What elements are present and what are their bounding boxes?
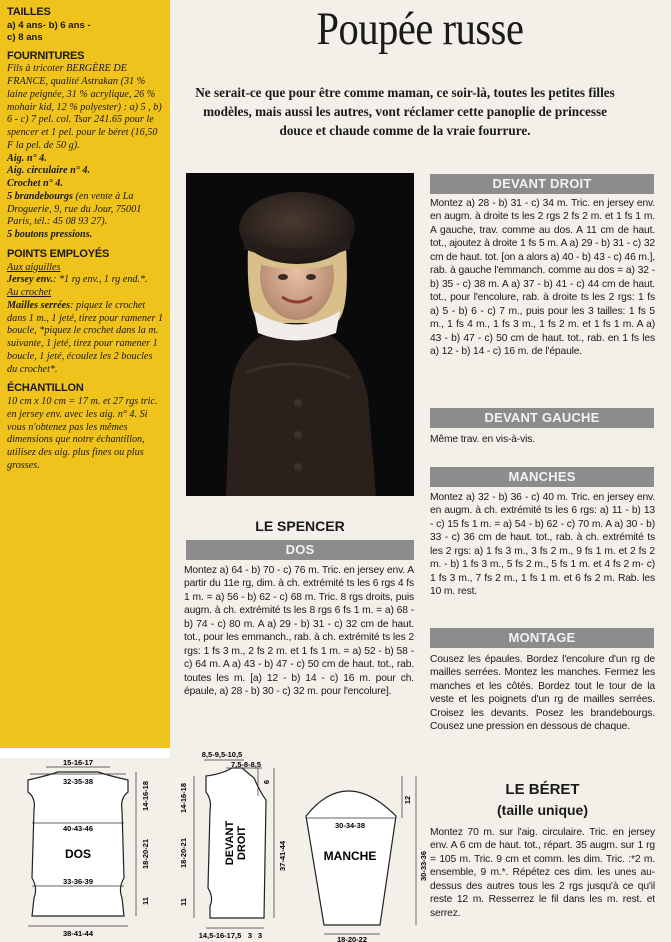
devant-top2-dim: 7,5-8-8,5 (230, 760, 262, 769)
devant-label-2: DROIT (236, 825, 248, 861)
jersey-label: Jersey env. (7, 274, 54, 286)
devant-bottom-height-dim: 11 (179, 898, 188, 906)
au-crochet-label: Au crochet (7, 287, 52, 299)
fournitures-heading: FOURNITURES (7, 49, 85, 62)
girl-illustration (186, 173, 414, 496)
devant-bottom-c-dim: 3 (257, 931, 263, 940)
page-title: Poupée russe (316, 3, 524, 55)
dos-band: DOS (186, 540, 414, 560)
tailles-line-1: a) 4 ans- b) 6 ans - (7, 19, 91, 31)
tailles-heading: TAILLES (7, 6, 51, 18)
dos-chest-dim: 40-43-46 (62, 824, 94, 833)
crochet-text: Crochet n° 4. (7, 178, 63, 190)
devant-bottom-b-dim: 3 (247, 931, 253, 940)
manche-bottom-dim: 18-20-22 (336, 935, 368, 942)
dos-top-dim: 15-16-17 (62, 758, 94, 767)
manches-text: Montez a) 32 - b) 36 - c) 40 m. Tric. en jersey env. en augm. à ch. extrémité ts les 6 rgs: a) 11 - b) 13 - c) 15 fs 1 m. = a) 54 - b) 62 - c) 70 m. A a) 30 - b) 33 - c) 36 cm de haut. tot., rab. à ch. extrémité ts les 2 rgs: a) 1 fs 3 m., 3 fs 2 m., 9 fs 1 m. et 2 fs 2 m. - b) 1 fs 3 m., 5 fs 2 m., 5 fs 1 m. et 4 fs 2 m- c) 1 fs 3 m., 7 fs 2 m., 1 fs 1 m. et 6 fs 2 m. Rab. les 10 m. rest. (430, 492, 655, 598)
beret-text: Montez 70 m. sur l'aig. circulaire. Tric. en jersey env. A 6 cm de haut. tot., répart. 35 augm. sur 1 rg = 105 m. Tric. 9 cm et comm. les dim. Tric. :*2 m. ensemble, 9 m.*. Répétez ces dim. les unes au-dessus des autres tous les 2 rgs jusqu'à ce qu'il reste 12 m. Resserrez le fil dans les m. rest. et serrez. (430, 827, 655, 919)
manche-schematic (298, 760, 430, 942)
mailles-text: : piquez le crochet dans 1 m., 1 jeté, tirez pour ramener 1 boucle, *piquez le crochet dans la m. suivante, 1 jeté, tirez pour ramener 1 boucle, 1 jeté, écoulez les 2 boucles du crochet*. (7, 299, 164, 375)
fournitures-text: Fils à tricoter BERGÈRE DE FRANCE, qualité Astrakan (31 % laine peignée, 31 % acrylique, 26 % mohair kid, 12 % polyester) : a) 5 , b) 6 - c) 7 pel. col. Tsar 241.65 pour le spencer et 1 pel. pour le béret (16,50 F la pel. de 50 g). (7, 63, 162, 151)
model-photo (186, 173, 414, 496)
dos-schematic (6, 758, 166, 938)
aig-text: Aig. n° 4. (7, 152, 47, 164)
points-heading: POINTS EMPLOYÉS (7, 247, 110, 260)
aux-aiguilles-label: Aux aiguilles (7, 261, 61, 273)
devant-mid-dim: 18-20-21 (179, 837, 188, 869)
jersey-line (7, 274, 164, 287)
dos-mid-dim: 18-20-21 (141, 838, 150, 870)
intro-text: Ne serait-ce que pour être comme maman, ce soir-là, toutes les petites filles modèles, mais aussi les autres, vont réclamer cette panoplie de princesse douce et chaude comme de la vraie fourrure. (195, 85, 615, 139)
montage-band: MONTAGE (430, 628, 654, 648)
echantillon-text: 10 cm x 10 cm = 17 m. et 27 rgs tric. en jersey env. avec les aig. n° 4. Si vous n'obtenez pas les mêmes dimensions que notre échantillon, utilisez des aig. plus fines ou plus grosses. (7, 396, 158, 471)
devant-gauche-text: Même trav. en vis-à-vis. (430, 434, 535, 445)
devant-armhole-dim: 14-16-18 (179, 782, 188, 814)
montage-text: Cousez les épaules. Bordez l'encolure d'un rg de mailles serrées. Montez les manches. Fermez les manches et les côtés. Bordez tout le tour de la veste et les poignets d'un rg de mailles serrées. Croisez les devants. Posez les brandebourgs. Cousez une pression en dessous de chaque. (430, 654, 655, 733)
manche-top-dim: 30-34-38 (334, 821, 366, 830)
jersey-text: : *1 rg env., 1 rg end.*. (53, 274, 148, 286)
aig-circ-text: Aig. circulaire n° 4. (7, 165, 91, 177)
devant-droit-text: Montez a) 28 - b) 31 - c) 34 m. Tric. en jersey env. en augm. à droite ts les 2 rgs 2 fs 2 m. et 1 fs 1 m. A gauche, trav. comme au dos. A 11 cm de haut. tot., ajoutez à droite 1 fs 5 m. A a) 29 - b) 31 - c) 32 cm de haut. tot. [on a alors a) 40 - b) 43 - c) 46 m.], rab. à gauche l'emmanch. comme au dos = a) 32 - b) 35 - c) 38 m. A a) 37 - b) 41 - c) 44 cm de haut. tot., pour l'encolure, rab. à droite ts les 2 rgs: 1 fs a) 5 - b) 6 - c) 7 m., puis pour les 3 tailles: 1 fs 5 m., 1 fs 4 m., 1 fs 3 m., 1 fs 2 m. et 1 fs 1 m. A a) 43 - b) 47 - c) 50 cm de haut. tot., rab. en 1 fs les a) 12 - b) 14 - c) 16 m. de l'épaule. (430, 198, 655, 358)
dos-armhole-dim: 14-16-18 (141, 780, 150, 812)
beret-subheading: (taille unique) (497, 802, 588, 818)
devant-droit-band: DEVANT DROIT (430, 174, 654, 194)
manche-label: MANCHE (323, 849, 377, 863)
brandebourgs-label: 5 brandebourgs (7, 190, 73, 202)
dos-bottom-height-dim: 11 (141, 897, 150, 905)
devant-label-1: DEVANT (224, 820, 236, 866)
sidebar-gap (0, 748, 170, 758)
devant-total-dim: 37-41-44 (278, 840, 287, 872)
manches-band: MANCHES (430, 467, 654, 487)
brandebourgs-line (7, 191, 164, 229)
devant-neck-dim: 6 (262, 779, 271, 785)
tailles-line-2: c) 8 ans (7, 31, 43, 43)
beret-heading: LE BÉRET (505, 781, 580, 798)
devant-schematic (170, 748, 295, 942)
mailles-label: Mailles serrées (7, 299, 71, 311)
dos-text: Montez a) 64 - b) 70 - c) 76 m. Tric. en jersey env. A partir du 11e rg, dim. à ch. extrémité ts les 6 rgs 4 fs 1 m. = a) 56 - b) 62 - c) 68 m. Tric. 8 rgs droits, puis augm. à ch. extrémité ts les 8 rgs 6 fs 1 m. = a) 68 - b) 74 - c) 80 m. A a) 29 - b) 31 - c) 32 cm de haut. tot., pour les emmanch., rab. à ch. extrémité ts les 2 rgs: 1 fs 3 m., 2 fs 2 m. et 1 fs 1 m. = a) 52 - b) 58 - c) 64 m. A a) 43 - b) 47 - c) 50 cm de haut. tot., rab. toutes les m. [a) 12 - b) 14 - c) 16 m. pour ch. épaule, a) 28 - b) 30 - c) 32 m. pour l'encolure]. (184, 565, 414, 698)
dos-label: DOS (64, 847, 92, 861)
dos-lower-dim: 33-36-39 (62, 877, 94, 886)
dos-shoulder-dim: 32-35-38 (62, 777, 94, 786)
echantillon-heading: ÉCHANTILLON (7, 382, 84, 395)
mailles-line (7, 300, 164, 377)
devant-bottom-dim: 14,5-16-17,5 (198, 931, 242, 940)
manche-cap-dim: 12 (403, 795, 412, 805)
devant-top1-dim: 8,5-9,5-10,5 (201, 750, 243, 759)
brandebourgs-text: (en vente à La Droguerie, 9, rue du Jour, 75001 Paris, tél.: 45 08 93 27). (7, 190, 142, 228)
dos-bottom-dim: 38-41-44 (62, 929, 94, 938)
spencer-heading: LE SPENCER (255, 518, 345, 534)
pressions-text: 5 boutons pressions. (7, 229, 93, 241)
devant-gauche-band: DEVANT GAUCHE (430, 408, 654, 428)
materials-sidebar (0, 0, 170, 748)
manche-total-dim: 30-33-36 (419, 850, 428, 882)
